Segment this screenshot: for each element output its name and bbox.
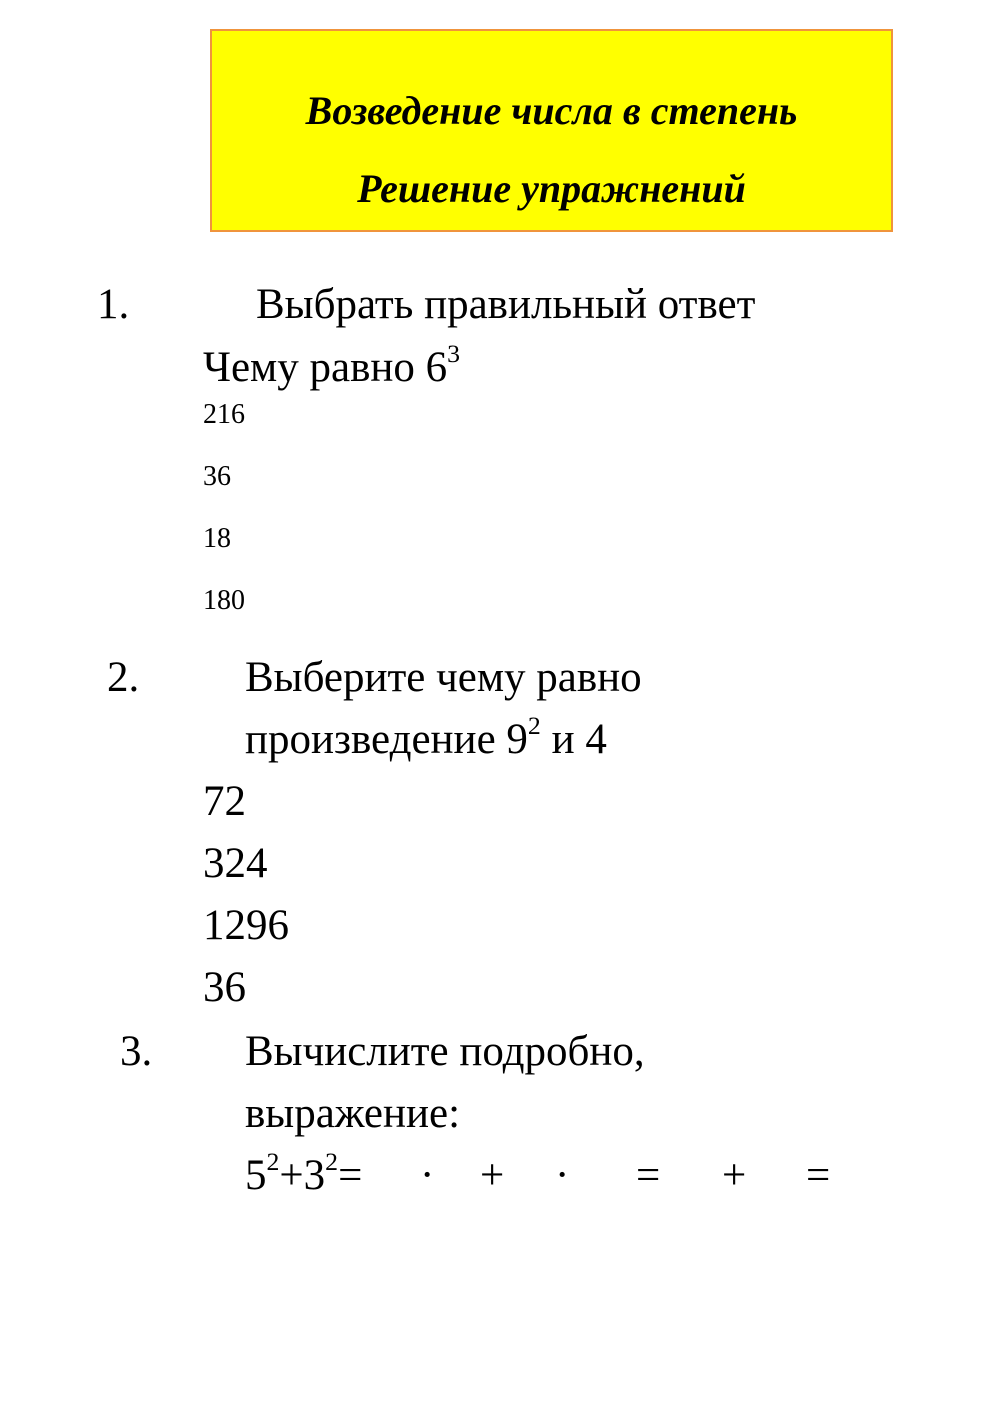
blank-symbol-plus-1: + xyxy=(480,1152,505,1199)
exercise-2-option-2[interactable]: 324 xyxy=(203,840,268,887)
exercise-2-question: произведение $9^2$ и 4 xyxy=(245,710,607,763)
exercise-3-number: 3. xyxy=(120,1028,153,1075)
exercise-2-number: 2. xyxy=(107,654,140,701)
exercise-1-option-1[interactable]: 216 xyxy=(203,399,245,430)
exercise-1-option-2[interactable]: 36 xyxy=(203,461,231,492)
exercise-3-expression: $5^2+3^2=$ xyxy=(245,1146,363,1199)
exercise-2-instruction: Выберите чему равно xyxy=(245,654,642,701)
exercise-2-exponent: 2 xyxy=(527,710,541,740)
title-banner xyxy=(210,29,893,232)
exercise-2-option-1[interactable]: 72 xyxy=(203,778,246,825)
exercise-1-option-4[interactable]: 180 xyxy=(203,585,245,616)
title-line-2: Решение упражнений xyxy=(357,166,746,211)
blank-symbol-plus-2: + xyxy=(722,1152,747,1199)
exercise-1-instruction: Выбрать правильный ответ xyxy=(256,281,756,328)
blank-symbol-equals-1: = xyxy=(636,1152,661,1199)
exercise-3-instruction-line-1: Вычислите подробно, xyxy=(245,1028,645,1075)
exercise-2-option-4[interactable]: 36 xyxy=(203,964,246,1011)
blank-symbol-equals-2: = xyxy=(806,1152,831,1199)
exercise-1-question: Чему равно $6^3$ xyxy=(203,338,461,391)
exercise-1-number: 1. xyxy=(97,281,130,328)
exercise-2-option-3[interactable]: 1296 xyxy=(203,902,289,949)
blank-symbol-dot-2: · xyxy=(555,1152,570,1199)
exercise-1-exponent: 3 xyxy=(447,338,461,368)
title-line-1: Возведение числа в степень xyxy=(305,88,798,133)
exercise-1-option-3[interactable]: 18 xyxy=(203,523,231,554)
blank-symbol-dot-1: · xyxy=(420,1152,435,1199)
exercise-3-instruction-line-2: выражение: xyxy=(245,1090,461,1137)
